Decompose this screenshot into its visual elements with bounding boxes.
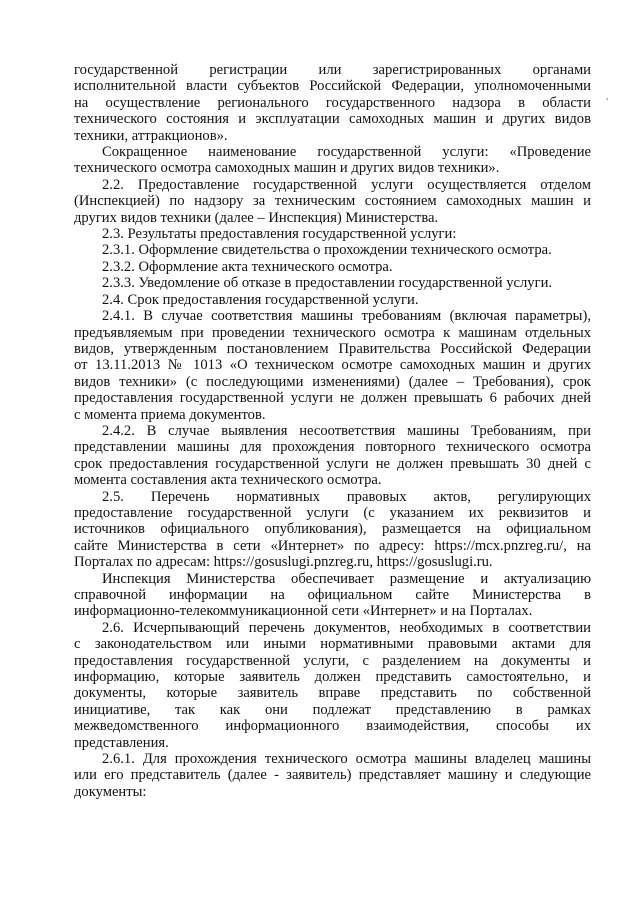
text-line: от 13.11.2013 № 1013 «О техническом осмотре самоходных машин и других xyxy=(74,357,591,374)
text-line: 2.5. Перечень нормативных правовых актов, регулирующих xyxy=(102,488,591,505)
text-line: инициативе, так как они подлежат представлению в рамках xyxy=(74,701,591,718)
text-line: технического состояния и эксплуатации самоходных машин и других видов xyxy=(74,111,591,128)
paragraph-p2-4-1 xyxy=(74,308,591,423)
paragraph-p2-3-2 xyxy=(74,259,591,275)
text-line: техники, аттракционов». xyxy=(74,127,228,144)
text-line: документы, которые заявитель вправе представить по собственной xyxy=(74,685,591,702)
text-line: государственной регистрации или зарегистрированных органами xyxy=(74,62,591,78)
text-line: информацию, которые заявитель должен представить самостоятельно, и xyxy=(74,669,591,686)
text-line: на осуществление регионального государственного надзора в области xyxy=(74,94,591,111)
text-line: представления. xyxy=(74,734,169,751)
paragraph-p2-4 xyxy=(74,292,591,308)
text-line: Инспекция Министерства обеспечивает размещение и актуализацию xyxy=(102,570,591,587)
text-line: 2.6. Исчерпывающий перечень документов, необходимых в соответствии xyxy=(102,619,591,636)
margin-mark: ' xyxy=(606,97,608,108)
text-line: Порталах по адресам: https://gosuslugi.pnzreg.ru, https://gosuslugi.ru. xyxy=(74,554,493,571)
text-line: 2.4.1. В случае соответствия машины требованиям (включая параметры), xyxy=(102,308,591,325)
text-line: или его представитель (далее - заявитель) представляет машину и следующие xyxy=(74,767,591,784)
text-line: 2.3.2. Оформление акта технического осмотра. xyxy=(102,258,393,275)
text-line: 2.3.3. Уведомление об отказе в предоставлении государственной услуги. xyxy=(102,275,553,292)
text-line: сайте Министерства в сети «Интернет» по адресу: https://mcx.pnzreg.ru/, на xyxy=(74,537,591,554)
text-line: 2.4.2. В случае выявления несоответствия машины Требованиям, при xyxy=(102,422,591,439)
text-line: предъявляемым при проведении технического осмотра к машинам отдельных xyxy=(74,324,591,341)
text-line: Сокращенное наименование государственной услуги: «Проведение xyxy=(102,144,591,161)
text-line: технического осмотра самоходных машин и других видов техники». xyxy=(74,160,500,177)
text-line: (Инспекцией) по надзору за техническим состоянием самоходных машин и xyxy=(74,193,591,210)
text-line: 2.2. Предоставление государственной услуги осуществляется отделом xyxy=(102,176,591,193)
paragraph-intro-end xyxy=(74,62,591,144)
text-line: межведомственного информационного взаимодействия, способы их xyxy=(74,718,591,735)
text-line: видов, утвержденным постановлением Правительства Российской Федерации xyxy=(74,340,591,357)
document-body xyxy=(74,62,591,800)
paragraph-p2-5 xyxy=(74,489,591,571)
text-line: 2.4. Срок предоставления государственной услуги. xyxy=(102,291,419,308)
text-line: исполнительной власти субъектов Российской Федерации, уполномоченными xyxy=(74,78,591,95)
text-line: с законодательством или иными нормативными правовыми актами для xyxy=(74,636,591,653)
paragraph-inspection xyxy=(74,571,591,620)
paragraph-p2-3-1 xyxy=(74,242,591,258)
text-line: момента составления акта технического осмотра. xyxy=(74,472,382,489)
text-line: с момента приема документов. xyxy=(74,406,266,423)
text-line: видов техники» (с последующими изменениями) (далее – Требования), срок xyxy=(74,373,591,390)
text-line: информационно-телекоммуникационной сети «Интернет» и на Порталах. xyxy=(74,603,533,620)
text-line: предоставления государственной услуги не должен превышать 6 рабочих дней xyxy=(74,390,591,407)
text-line: 2.3. Результаты предоставления государственной услуги: xyxy=(102,226,457,243)
paragraph-short-name xyxy=(74,144,591,177)
text-line: 2.3.1. Оформление свидетельства о прохождении технического осмотра. xyxy=(102,242,552,259)
text-line: предоставление государственной услуги (с указанием их реквизитов и xyxy=(74,504,591,521)
paragraph-p2-3 xyxy=(74,226,591,242)
text-line: срок предоставления государственной услуги не должен превышать 30 дней с xyxy=(74,455,591,472)
text-line: документы: xyxy=(74,783,147,800)
text-line: представлении машины для прохождения повторного технического осмотра xyxy=(74,439,591,456)
paragraph-p2-4-2 xyxy=(74,423,591,489)
text-line: 2.6.1. Для прохождения технического осмотра машины владелец машины xyxy=(102,751,591,768)
text-line: других видов техники (далее – Инспекция) Министерства. xyxy=(74,209,439,226)
paragraph-p2-6 xyxy=(74,620,591,751)
paragraph-p2-2 xyxy=(74,177,591,226)
text-line: справочной информации на официальном сайте Министерства в xyxy=(74,587,591,603)
paragraph-p2-6-1 xyxy=(74,751,591,800)
text-line: источников официального опубликования), размещается на официальном xyxy=(74,521,591,538)
text-line: предоставления государственной услуги, с разделением на документы и xyxy=(74,652,591,669)
paragraph-p2-3-3 xyxy=(74,275,591,291)
